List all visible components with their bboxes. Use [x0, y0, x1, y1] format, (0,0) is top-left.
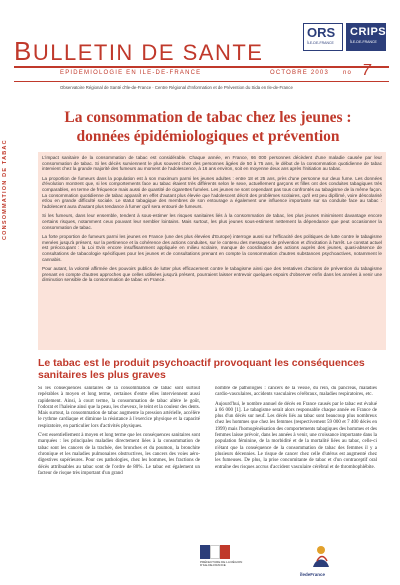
header-rule	[14, 66, 389, 68]
ors-logo	[303, 23, 343, 51]
iledefrance-mark-icon	[310, 545, 332, 569]
title-first-letter: B	[14, 36, 33, 66]
body-paragraph: Si les conséquences sanitaires de la consommation de tabac sont surtout repérables à moyen et long terme, certaines d'entre elles interviennent aussi rapidement. Ainsi, à court terme, la consommation de tabac altère le goût, l'odorat et l'haleine ainsi que la peau, les cheveux, le teint et la couleur des dents. Mais surtout, la consommation de tabac augmente la pression artérielle, accélère le rythme cardiaque et diminue la résistance à l'exercice physique et la capacité respiratoire, en particulier lors d'activités physiques.	[38, 386, 200, 429]
abstract-paragraph: Pour autant, la volonté affirmée des pouvoirs publics de lutter plus efficacement contre le tabagisme ainsi que des tentatives d'actions de prévention du tabagisme prenant en compte d'autres approches que celles utilisées jusqu'à présent, pourraient laisser entrevoir quelques espoirs d'observer enfin dans les années à venir une diminution sensible de la consommation de tabac en France.	[42, 265, 382, 283]
crips-logo	[346, 23, 386, 51]
issue-number: 7	[362, 62, 373, 79]
subheader-subtitle: EPIDEMIOLOGIE EN ILE-DE-FRANCE	[60, 70, 202, 76]
bulletin-title	[14, 36, 263, 67]
prefecture-logo	[200, 545, 243, 571]
prefecture-logo-text: PRÉFECTURE DE LA RÉGION D'ILE-DE-FRANCE	[200, 560, 243, 568]
abstract-box	[38, 152, 386, 350]
abstract-paragraph: La forte proportion de fumeurs parmi les jeunes en France (une des plus élevées d'Europe) interroge aussi sur l'efficacité des politiques de lutte contre le tabagisme menées jusqu'à présent, sur la pertinence et la cohérence des actions conduites, sur le contenu des messages de prévention et d'incitation à l'arrêt. Le constat actuel est préoccupant : la Loi Evin encore insuffisamment appliquée en milieu scolaire, manque de coordination des actions auprès des jeunes, quasi-absence de consultations de tabacologie spécifiques pour les jeunes et de consultations prenant en compte la consommation d'autres substances psychoactives, notamment le cannabis.	[42, 233, 382, 262]
crips-logo-sub: ÎLE-DE-FRANCE	[350, 40, 377, 44]
ors-logo-text: ORS	[307, 25, 336, 40]
abstract-paragraph: L'impact sanitaire de la consommation de tabac est considérable. Chaque année, en France, 66 000 personnes décèdent d'une maladie causée par leur consommation de tabac. Si les décès surviennent le plus souvent chez des personnes âgées de 50 à 75 ans, le début de la consommation quotidienne de tabac intervient chez la grande majorité des fumeurs au moment de l'adolescence, à 16 ans environ, soit en moyenne deux ans après l'initiation au tabac.	[42, 155, 382, 172]
footer-logos	[200, 545, 390, 583]
header-rule-secondary	[14, 81, 389, 82]
crips-logo-text: CRIPS	[350, 26, 387, 38]
body-column-left	[38, 386, 200, 561]
article-title: La consommation de tabac chez les jeunes : données épidémiologiques et prévention	[64, 109, 352, 145]
title-rest: ULLETIN DE SANTE	[32, 40, 264, 65]
iledefrance-logo-text: îledeFrance	[300, 572, 326, 577]
observatoire-line: Observatoire Régional de Santé d'Ile-de-France · Centre Régional d'Information et de Prévention du Sida en Ile-de-France	[60, 85, 293, 90]
body-paragraph: Aujourd'hui, le nombre annuel de décès en France causés par le tabac est évalué à 66 000 [1]. Le tabagisme serait alors responsable chaque année en France de plus d'un décès sur neuf. Les décès liés au tabac sont beaucoup plus nombreux chez les hommes que chez les femmes (respectivement 59 000 et 7 400 décès en 1999) mais l'homogénéisation des comportements tabagiques des hommes et des femmes laisse prévoir, dans les années à venir, une croissance importante dans la population féminine, de la morbidité et de la mortalité liées au tabac, celle-ci n'étant que la conséquence de la consommation de tabac des femmes il y a plusieurs décennies. Le risque de cancer chez celle d'utérus est augmenté chez les fumeuses. De plus, la prise concomitante de tabac et d'un contraceptif oral entraîne des risques accrus d'accident vasculaire cérébral et de thrombophlébite.	[215, 401, 377, 470]
issue-number-label: no	[343, 70, 353, 76]
abstract-paragraph: La proportion de fumeurs dans la population est à son maximum parmi les jeunes adultes : entre 18 et 25 ans, près d'une personne sur deux fume. Les données d'évolution montrent que, si les comportements face au tabac étaient très différents selon le sexe, actuellement garçons et filles ont des conduites tabagiques très comparables, en terme de fréquence mais aussi de quantité de cigarettes fumées. Les jeunes ne sont cependant pas tous confrontés au tabagisme de la même façon. La consommation quotidienne de tabac apparaît en effet d'autant plus élevée que l'adolescent décrit des problèmes scolaires, qu'il est peu diplômé, voire déscolarisé et/ou en grande difficulté sociale. Le statut tabagique des membres de son entourage a également une influence importante sur sa conduite face au tabac : l'adolescent aura d'autant plus tendance à fumer qu'il sera entouré de fumeurs.	[42, 175, 382, 210]
body-paragraph: nombre de pathologies : cancers de la vessie, du rein, du pancréas, maladies cardio-vasculaires, accidents vasculaires cérébraux, maladies respiratoires, etc.	[215, 386, 377, 398]
ors-logo-sub: ÎLE-DE-FRANCE	[307, 41, 334, 45]
issue-date: OCTOBRE 2003	[270, 70, 329, 76]
iledefrance-logo	[300, 545, 340, 581]
section-title: Le tabac est le produit psychoactif provoquant les conséquences sanitaires les plus graves	[38, 357, 365, 381]
body-column-right	[215, 386, 377, 561]
side-label: CONSOMMATION DE TABAC	[2, 139, 8, 240]
abstract-paragraph: Si les fumeurs, dans leur ensemble, tendent à sous-estimer les risques sanitaires liés à la consommation de tabac, les plus jeunes minimisent davantage encore certains risques, notamment ceux pouvant leur sembler lointains. Mais surtout, les plus jeunes sous-estiment nettement la dépendance que peut occasionner la consommation de tabac.	[42, 213, 382, 230]
body-paragraph: C'est essentiellement à moyen et long terme que les conséquences sanitaires sont marquées : les principales maladies directement liées à la consommation de tabac sont les cancers de la trachée, des bronches et du poumon, la bronchite chronique et les maladies pulmonaires obstructives, les cancers des voies aéro-digestives supérieures. Pour ces pathologies, chez les hommes, les fractions de décès attribuables au tabac sont de l'ordre de 80%. Le tabac est également un facteur de risque très important d'un grand	[38, 433, 200, 476]
subheader	[60, 62, 390, 79]
